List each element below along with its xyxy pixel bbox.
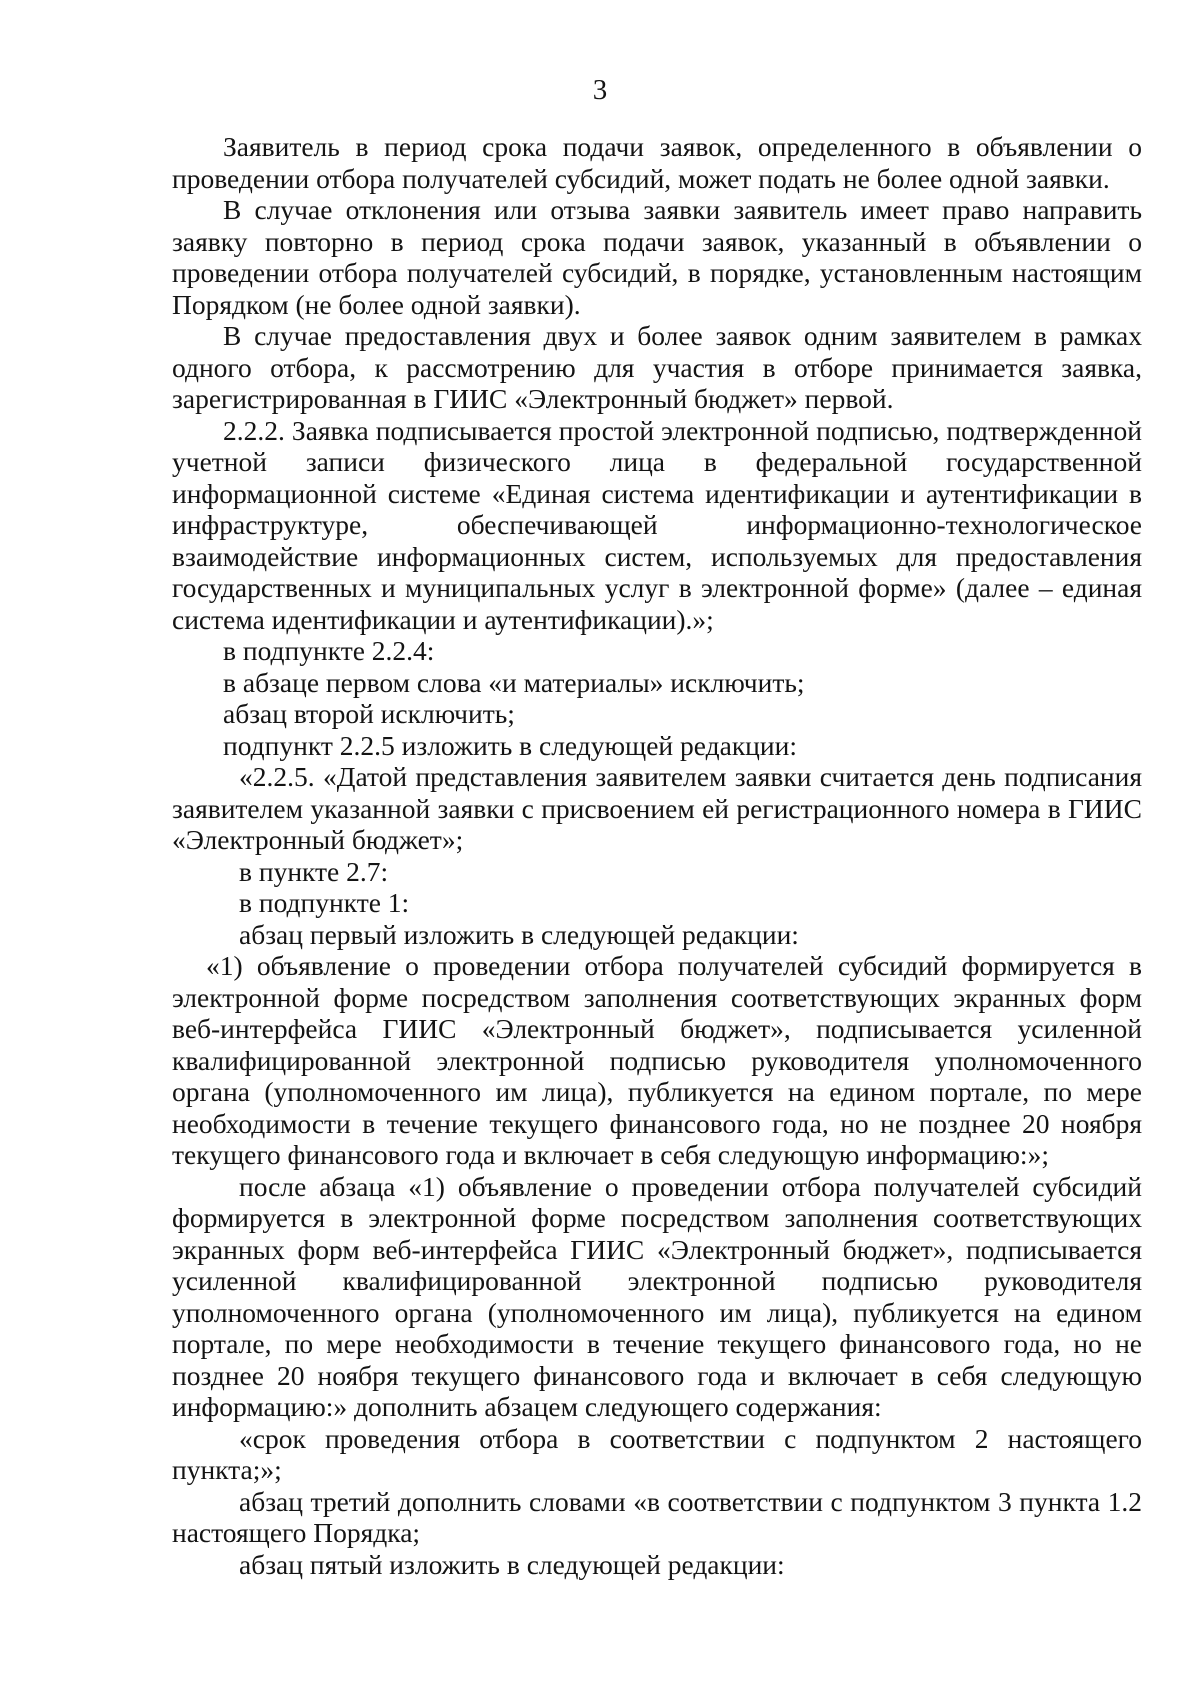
paragraph: «срок проведения отбора в соответствии с подпунктом 2 настоящего пункта;»; [172,1422,1142,1485]
paragraph: абзац первый изложить в следующей редакции: [239,918,799,950]
paragraph: в подпункте 2.2.4: [223,635,435,666]
document-body [172,131,1142,1580]
paragraph: Заявитель в период срока подачи заявок, определенного в объявлении о проведении отбора получателей субсидий, может подать не более одной заявки. [172,131,1142,194]
page-number: 3 [592,74,608,106]
paragraph: в подпункте 1: [239,887,410,918]
paragraph: «2.2.5. «Датой представления заявителем заявки считается день подписания заявителем указанной заявки с присвоением ей регистрационного номера в ГИИС «Электронный бюджет»; [172,761,1142,855]
paragraph: абзац пятый изложить в следующей редакции: [239,1548,785,1580]
paragraph: абзац второй исключить; [223,698,515,729]
paragraph: абзац третий дополнить словами «в соответствии с подпунктом 3 пункта 1.2 настоящего Порядка; [172,1485,1142,1548]
paragraph: 2.2.2. Заявка подписывается простой электронной подписью, подтвержденной учетной записи физического лица в федеральной государственной информационной системе «Единая система идентификации и аутентификации в инфраструктуре, обеспечивающей информационно-технологическое взаимодействие информационных систем, используемых для предоставления государственных и муниципальных услуг в электронной форме» (далее – единая система идентификации и аутентификации).»; [172,414,1142,635]
paragraph: после абзаца «1) объявление о проведении отбора получателей субсидий формируется в электронной форме посредством заполнения соответствующих экранных форм веб-интерфейса ГИИС «Электронный бюджет», подписывается усиленной квалифицированной электронной подписью руководителя уполномоченного органа (уполномоченного им лица), публикуется на едином портале, по мере необходимости в течение текущего финансового года, но не позднее 20 ноября текущего финансового года и включает в себя следующую информацию:» дополнить абзацем следующего содержания: [172,1170,1142,1422]
paragraph: подпункт 2.2.5 изложить в следующей редакции: [223,729,797,761]
paragraph: «1) объявление о проведении отбора получателей субсидий формируется в электронной форме посредством заполнения соответствующих экранных форм веб-интерфейса ГИИС «Электронный бюджет», подписывается усиленной квалифицированной электронной подписью руководителя уполномоченного органа (уполномоченного им лица), публикуется на едином портале, по мере необходимости в течение текущего финансового года, но не позднее 20 ноября текущего финансового года и включает в себя следующую информацию:»; [172,950,1142,1170]
paragraph: В случае отклонения или отзыва заявки заявитель имеет право направить заявку повторно в период срока подачи заявок, указанный в объявлении о проведении отбора получателей субсидий, в порядке, установленным настоящим Порядком (не более одной заявки). [172,194,1142,320]
paragraph: в абзаце первом слова «и материалы» исключить; [223,666,805,698]
paragraph: в пункте 2.7: [239,855,389,887]
paragraph: В случае предоставления двух и более заявок одним заявителем в рамках одного отбора, к рассмотрению для участия в отборе принимается заявка, зарегистрированная в ГИИС «Электронный бюджет» первой. [172,320,1142,414]
